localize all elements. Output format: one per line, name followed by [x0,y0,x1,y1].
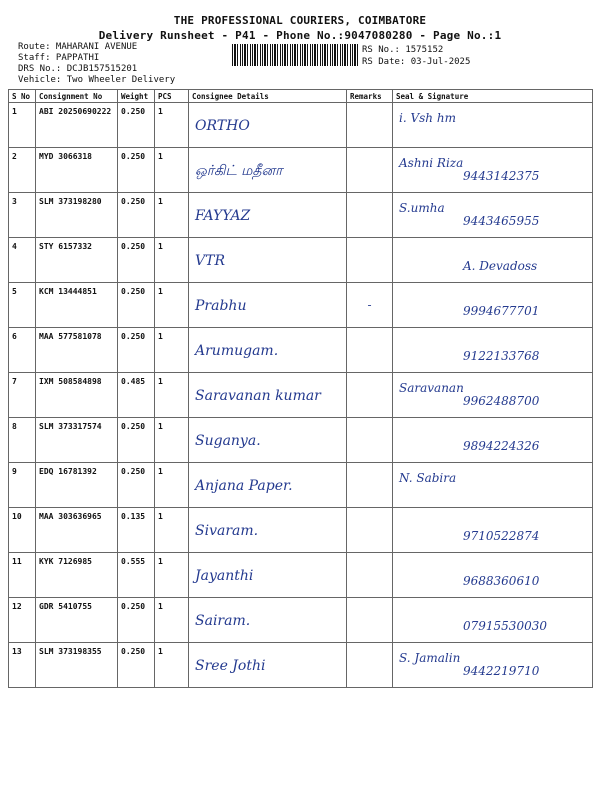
signature: N. Sabira [399,471,457,485]
col-remarks: Remarks [347,90,393,103]
route-label: Route: MAHARANI AVENUE [18,42,138,52]
table-row [9,373,593,418]
row-consignment-no: KYK 7126985 [36,553,118,598]
row-sno: 7 [9,373,36,418]
signature-phone: 9962488700 [463,394,540,408]
row-sno: 9 [9,463,36,508]
row-remarks-cell [347,598,393,643]
row-sno: 5 [9,283,36,328]
row-signature-cell [393,418,593,463]
row-consignee-cell [189,418,347,463]
row-pcs: 1 [155,373,189,418]
row-sno: 6 [9,328,36,373]
row-remarks-cell [347,418,393,463]
row-remarks-cell [347,463,393,508]
consignee-name: FAYYAZ [195,208,251,224]
consignee-name: Jayanthi [195,568,254,584]
signature: S. Jamalin [399,651,461,665]
rs-number: RS No.: 1575152 [362,45,444,55]
staff-label: Staff: PAPPATHI [18,53,100,63]
row-signature-cell [393,328,593,373]
row-sno: 1 [9,103,36,148]
row-consignee-cell [189,463,347,508]
row-sno: 3 [9,193,36,238]
signature: i. Vsh hm [399,111,456,125]
row-weight: 0.555 [118,553,155,598]
row-remarks-cell [347,283,393,328]
table-row [9,328,593,373]
row-sno: 12 [9,598,36,643]
row-sno: 8 [9,418,36,463]
row-consignment-no: MYD 3066318 [36,148,118,193]
row-pcs: 1 [155,643,189,688]
row-signature-cell [393,193,593,238]
col-sno: S No [9,90,36,103]
row-consignment-no: SLM 373317574 [36,418,118,463]
remark-mark: - [367,298,372,312]
signature-phone: 07915530030 [463,619,547,633]
row-consignee-cell [189,553,347,598]
company-title: THE PROFESSIONAL COURIERS, COIMBATORE [173,14,427,27]
table-row [9,643,593,688]
row-weight: 0.250 [118,328,155,373]
row-consignment-no: IXM 508584898 [36,373,118,418]
consignee-name: Sairam. [195,613,251,629]
row-consignment-no: STY 6157332 [36,238,118,283]
row-consignee-cell [189,193,347,238]
signature: Ashni Riza [399,156,464,170]
row-pcs: 1 [155,463,189,508]
row-remarks-cell [347,328,393,373]
row-remarks-cell [347,643,393,688]
table-body [9,103,593,688]
row-consignee-cell [189,148,347,193]
signature-phone: 9122133768 [463,349,540,363]
row-pcs: 1 [155,598,189,643]
row-pcs: 1 [155,103,189,148]
row-consignment-no: MAA 577581078 [36,328,118,373]
row-remarks-cell [347,508,393,553]
row-signature-cell [393,643,593,688]
row-sno: 11 [9,553,36,598]
row-consignment-no: MAA 303636965 [36,508,118,553]
row-weight: 0.250 [118,238,155,283]
row-consignment-no: EDQ 16781392 [36,463,118,508]
signature-phone: 9442219710 [463,664,540,678]
row-consignment-no: SLM 373198280 [36,193,118,238]
consignee-name: Prabhu [195,298,247,314]
row-remarks-cell [347,193,393,238]
row-weight: 0.250 [118,283,155,328]
table-row [9,283,593,328]
signature: Saravanan [399,381,464,395]
signature-phone: 9710522874 [463,529,540,543]
table-row [9,598,593,643]
row-weight: 0.485 [118,373,155,418]
row-signature-cell [393,463,593,508]
row-consignee-cell [189,283,347,328]
row-weight: 0.135 [118,508,155,553]
table-row [9,148,593,193]
rs-date: RS Date: 03-Jul-2025 [362,57,471,67]
row-consignment-no: KCM 13444851 [36,283,118,328]
row-remarks-cell [347,553,393,598]
drs-number: DRS No.: DCJB157515201 [18,64,138,74]
row-weight: 0.250 [118,463,155,508]
row-remarks-cell [347,238,393,283]
row-consignment-no: GDR 5410755 [36,598,118,643]
row-signature-cell [393,598,593,643]
table-row [9,508,593,553]
col-consignee: Consignee Details [189,90,347,103]
signature-phone: 9443142375 [463,169,540,183]
row-signature-cell [393,508,593,553]
consignee-name: Arumugam. [195,343,279,359]
row-weight: 0.250 [118,193,155,238]
row-sno: 2 [9,148,36,193]
signature-phone: 9894224326 [463,439,540,453]
row-sno: 10 [9,508,36,553]
row-signature-cell [393,373,593,418]
col-weight: Weight [118,90,155,103]
table-row [9,553,593,598]
row-weight: 0.250 [118,418,155,463]
row-consignee-cell [189,643,347,688]
row-sno: 13 [9,643,36,688]
table-row [9,103,593,148]
row-pcs: 1 [155,283,189,328]
row-pcs: 1 [155,238,189,283]
consignee-name: ஒர்கிட் மதீனா [195,163,283,179]
consignee-name: Saravanan kumar [195,388,321,404]
row-pcs: 1 [155,418,189,463]
row-consignee-cell [189,328,347,373]
row-remarks-cell [347,148,393,193]
signature-phone: 9994677701 [463,304,540,318]
row-signature-cell [393,148,593,193]
row-remarks-cell [347,103,393,148]
row-sno: 4 [9,238,36,283]
table-row [9,193,593,238]
col-pcs: PCS [155,90,189,103]
consignee-name: Sree Jothi [195,658,266,674]
vehicle-label: Vehicle: Two Wheeler Delivery [18,75,176,85]
row-consignment-no: SLM 373198355 [36,643,118,688]
row-pcs: 1 [155,193,189,238]
row-signature-cell [393,238,593,283]
row-consignee-cell [189,103,347,148]
barcode [232,44,358,66]
row-consignee-cell [189,598,347,643]
consignee-name: Sivaram. [195,523,259,539]
row-pcs: 1 [155,328,189,373]
consignee-name: Anjana Paper. [195,478,293,494]
row-consignment-no: ABI 20250690222 [36,103,118,148]
row-weight: 0.250 [118,103,155,148]
col-consignment: Consignment No [36,90,118,103]
row-pcs: 1 [155,148,189,193]
signature-phone: 9443465955 [463,214,540,228]
signature: S.umha [399,201,445,215]
row-consignee-cell [189,373,347,418]
row-consignee-cell [189,238,347,283]
signature-phone: 9688360610 [463,574,540,588]
row-weight: 0.250 [118,598,155,643]
row-signature-cell [393,103,593,148]
col-seal-signature: Seal & Signature [393,90,593,103]
table-row [9,463,593,508]
row-pcs: 1 [155,508,189,553]
row-signature-cell [393,553,593,598]
signature-phone: A. Devadoss [463,259,538,273]
runsheet-table [8,89,593,688]
row-consignee-cell [189,508,347,553]
consignee-name: ORTHO [195,118,250,134]
runsheet-subtitle: Delivery Runsheet - P41 - Phone No.:9047080280 - Page No.:1 [98,29,502,42]
row-signature-cell [393,283,593,328]
consignee-name: Suganya. [195,433,261,449]
row-weight: 0.250 [118,148,155,193]
row-weight: 0.250 [118,643,155,688]
table-header-row [9,90,593,103]
row-pcs: 1 [155,553,189,598]
table-row [9,418,593,463]
consignee-name: VTR [195,253,225,269]
row-remarks-cell [347,373,393,418]
table-row [9,238,593,283]
